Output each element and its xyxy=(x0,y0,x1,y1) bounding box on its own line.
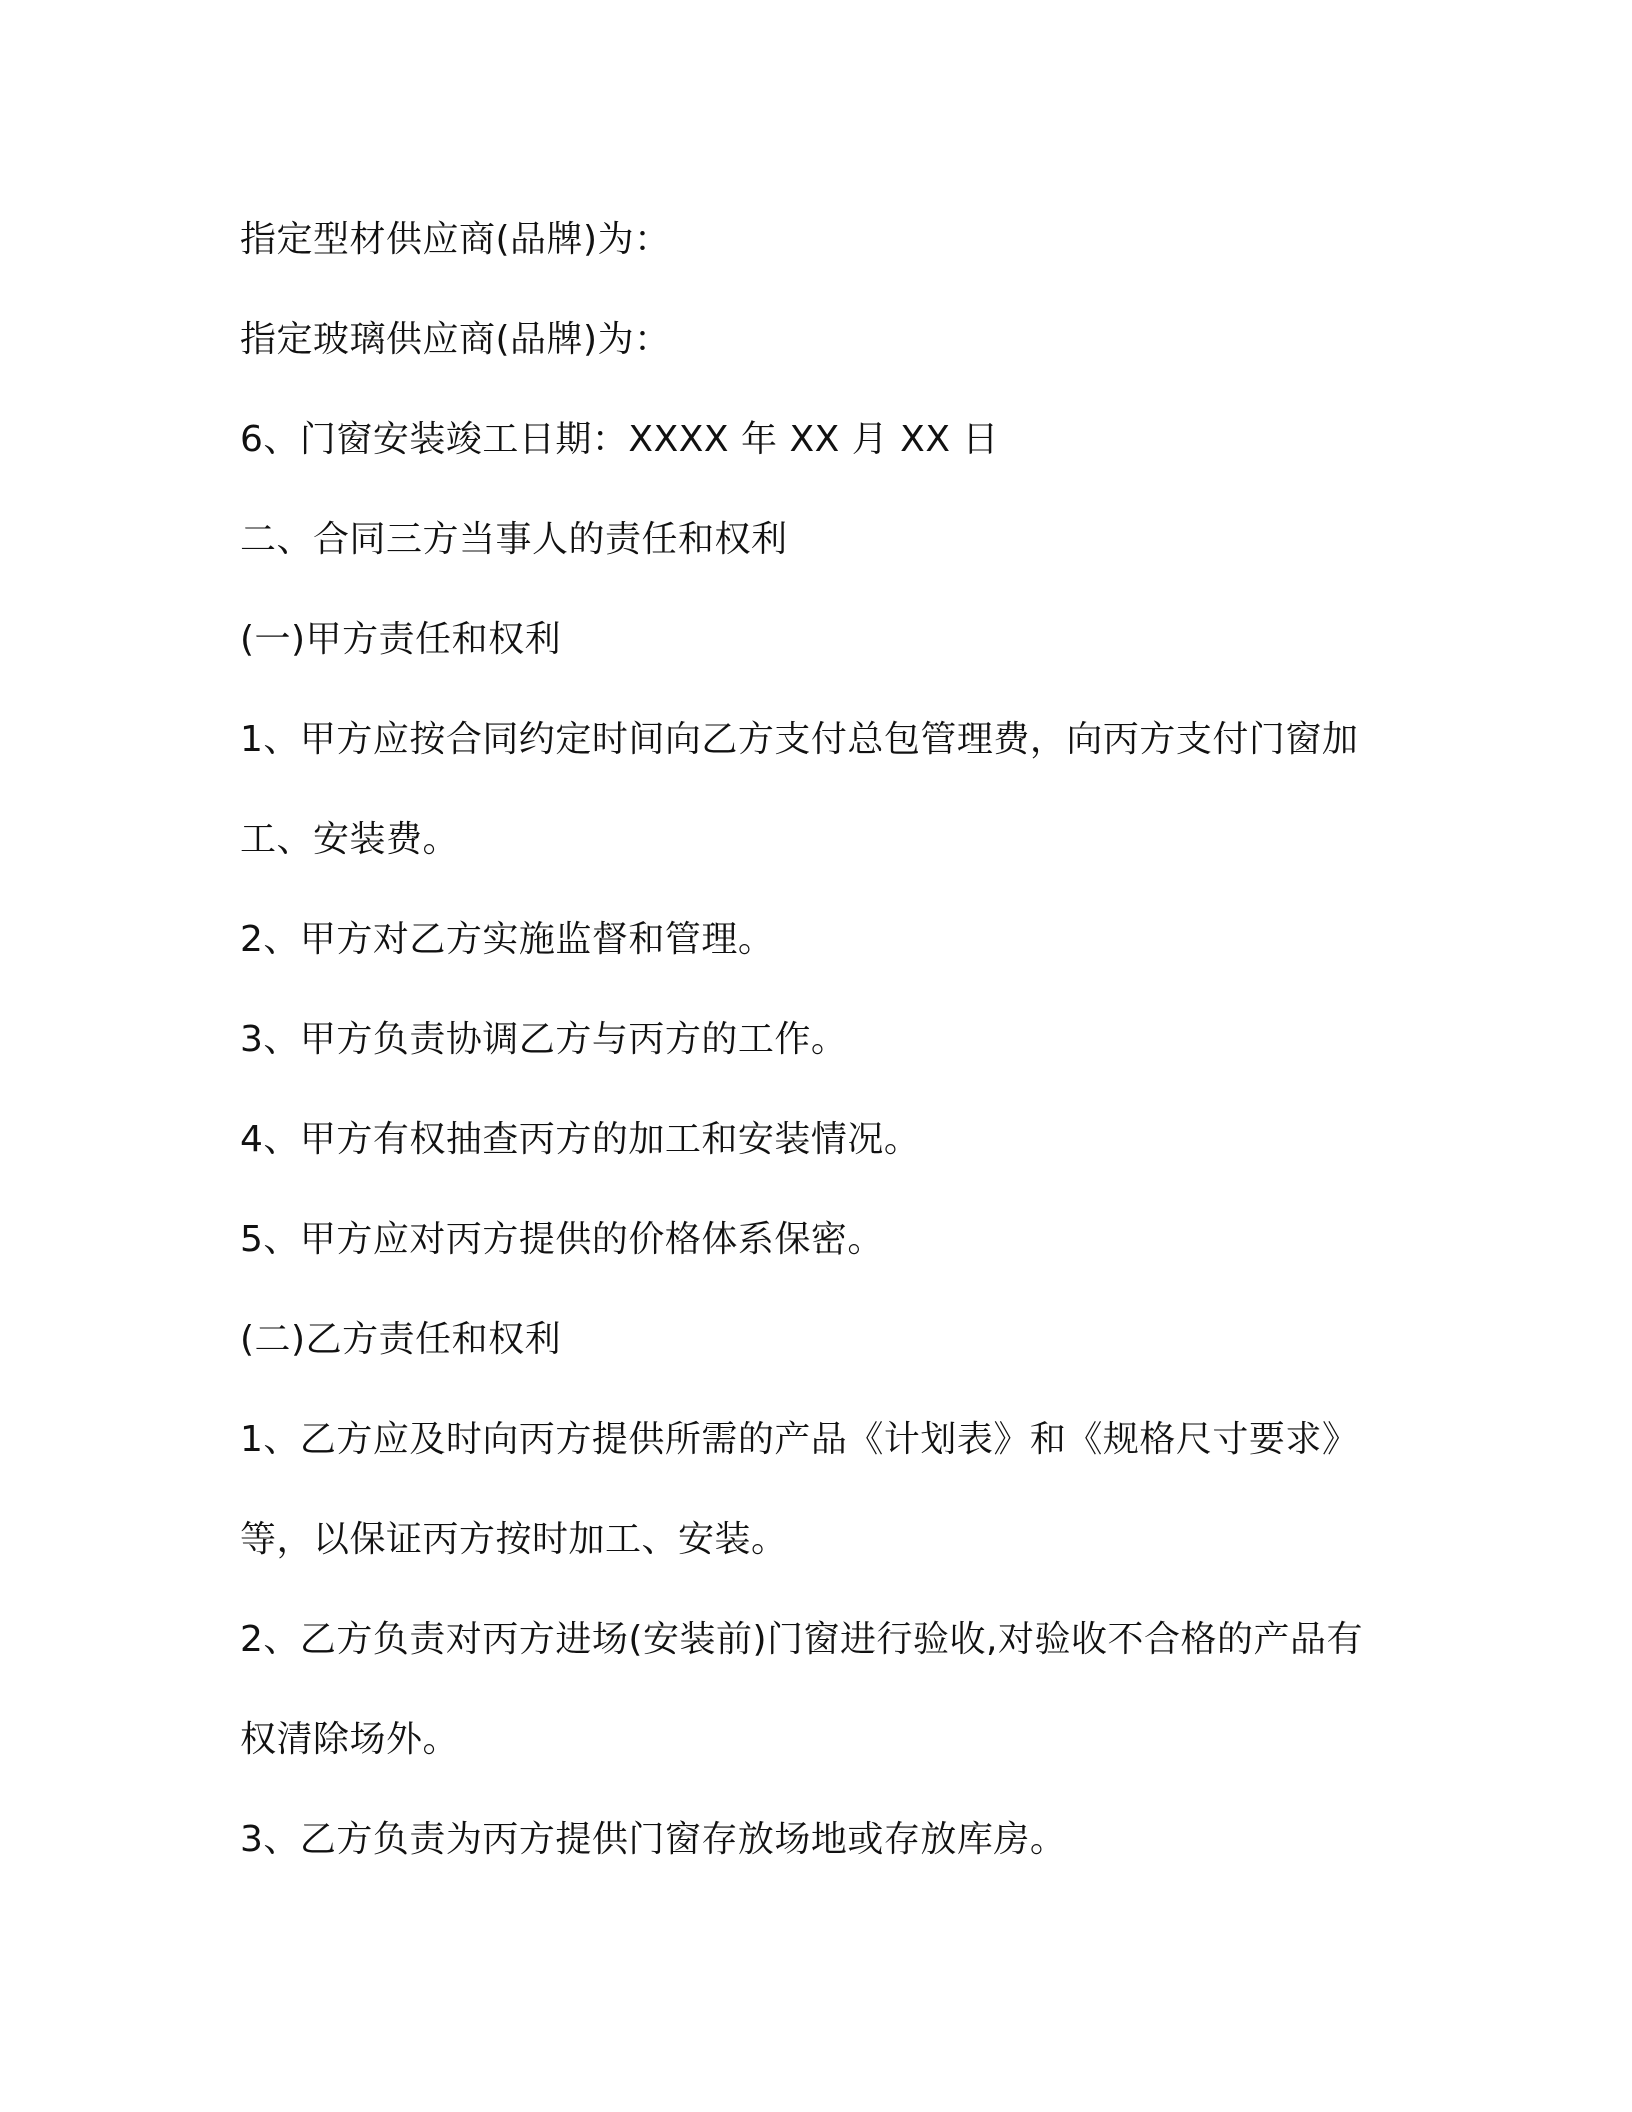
party-b-item-2-continued: 权清除场外。 xyxy=(240,1719,460,1760)
subsection-heading-party-a: (一)甲方责任和权利 xyxy=(240,619,562,660)
subsection-heading-party-b: (二)乙方责任和权利 xyxy=(240,1319,562,1360)
party-a-item-2: 2、甲方对乙方实施监督和管理。 xyxy=(240,919,775,960)
party-b-item-1-continued: 等，以保证丙方按时加工、安装。 xyxy=(240,1519,788,1560)
document-body xyxy=(240,190,1400,1890)
party-a-item-1-continued: 工、安装费。 xyxy=(240,819,460,860)
line-supplier-profile: 指定型材供应商(品牌)为： xyxy=(240,219,671,260)
party-a-item-5: 5、甲方应对丙方提供的价格体系保密。 xyxy=(240,1219,884,1260)
section-heading-responsibilities: 二、合同三方当事人的责任和权利 xyxy=(240,519,788,560)
party-b-item-3: 3、乙方负责为丙方提供门窗存放场地或存放库房。 xyxy=(240,1819,1067,1860)
line-supplier-glass: 指定玻璃供应商(品牌)为： xyxy=(240,319,671,360)
line-completion-date: 6、门窗安装竣工日期：XXXX 年 XX 月 XX 日 xyxy=(240,419,999,460)
party-b-item-2: 2、乙方负责对丙方进场(安装前)门窗进行验收,对验收不合格的产品有 xyxy=(240,1619,1363,1660)
party-a-item-3: 3、甲方负责协调乙方与丙方的工作。 xyxy=(240,1019,848,1060)
party-a-item-1: 1、甲方应按合同约定时间向乙方支付总包管理费，向丙方支付门窗加 xyxy=(240,719,1359,760)
party-b-item-1: 1、乙方应及时向丙方提供所需的产品《计划表》和《规格尺寸要求》 xyxy=(240,1419,1359,1460)
party-a-item-4: 4、甲方有权抽查丙方的加工和安装情况。 xyxy=(240,1119,921,1160)
